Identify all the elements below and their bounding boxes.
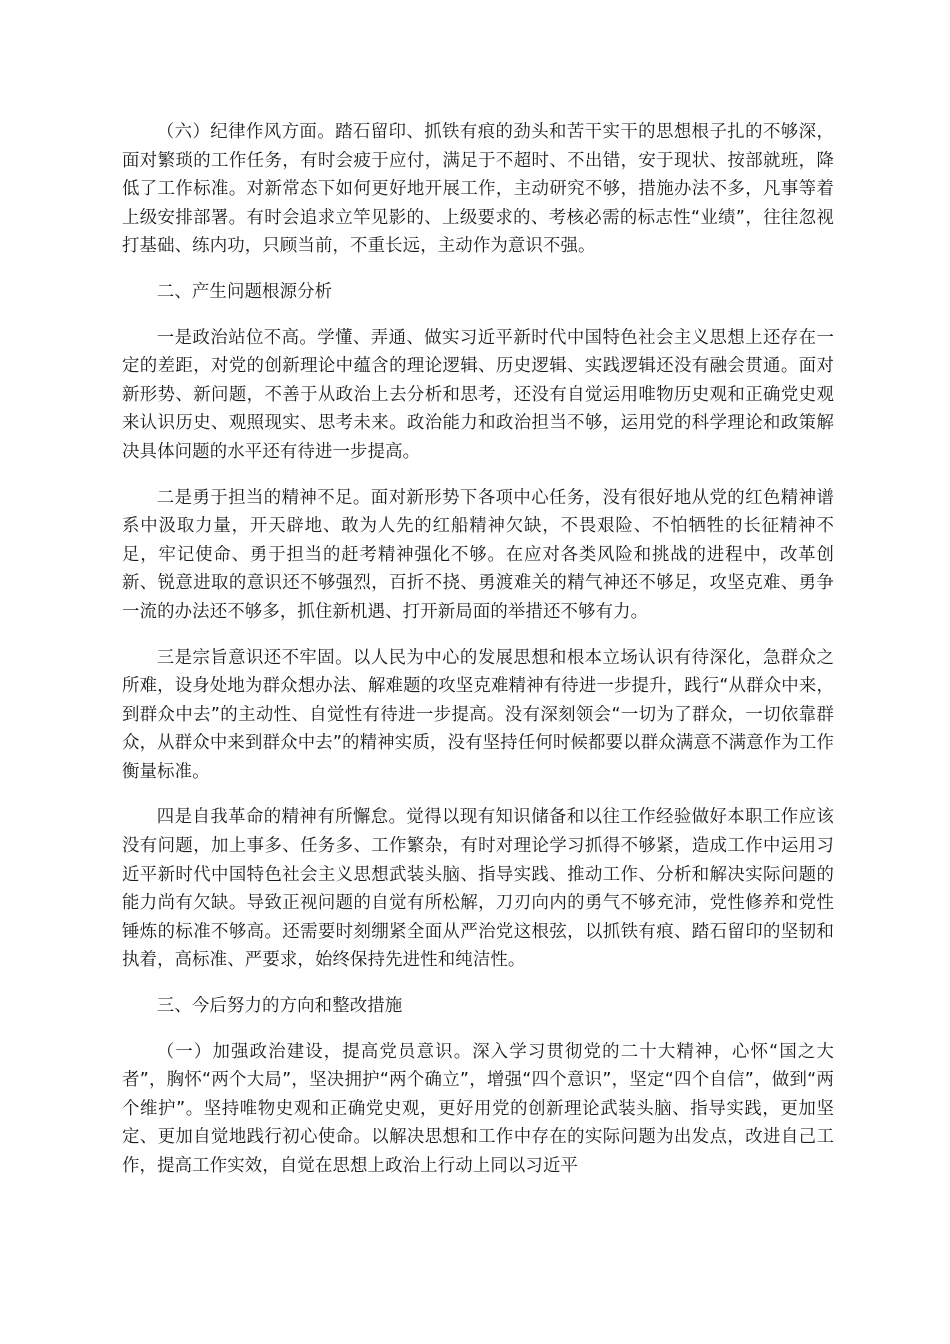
paragraph-self-revolution: 四是自我革命的精神有所懈怠。觉得以现有知识储备和以往工作经验做好本职工作应该没有问题，加上事多、任务多、工作繁杂，有时对理论学习抓得不够紧，造成工作中运用习近平新时代中国特色社会主义思想武装头脑、指导实践、推动工作、分析和解决实际问题的能力尚有欠缺。导致正视问题的自觉有所松解，刀刃向内的勇气不够充沛，党性修养和党性锤炼的标准不够高。还需要时刻绷紧全面从严治党这根弦，以抓铁有痕、踏石留印的坚韧和执着，高标准、严要求，始终保持先进性和纯洁性。: [122, 807, 834, 971]
paragraph-political-stance: 一是政治站位不高。学懂、弄通、做实习近平新时代中国特色社会主义思想上还存在一定的差距，对党的创新理论中蕴含的理论逻辑、历史逻辑、实践逻辑还没有融会贯通。面对新形势、新问题，不善于从政治上去分析和思考，还没有自觉运用唯物历史观和正确党史观来认识历史、观照现实、思考未来。政治能力和政治担当不够，运用党的科学理论和政策解决具体问题的水平还有待进一步提高。: [122, 327, 834, 462]
section-heading-root-cause: 二、产生问题根源分析: [156, 281, 333, 302]
paragraph-discipline-style: （六）纪律作风方面。踏石留印、抓铁有痕的劲头和苦干实干的思想根子扎的不够深，面对繁琐的工作任务，有时会疲于应付，满足于不超时、不出错，安于现状、按部就班，降低了工作标准。对新常态下如何更好地开展工作，主动研究不够，措施办法不多，凡事等着上级安排部署。有时会追求立竿见影的、上级要求的、考核必需的标志性“业绩”，往往忽视打基础、练内功，只顾当前，不重长远，主动作为意识不强。: [122, 122, 834, 257]
document-page: [122, 118, 834, 1198]
paragraph-responsibility-spirit: 二是勇于担当的精神不足。面对新形势下各项中心任务，没有很好地从党的红色精神谱系中汲取力量，开天辟地、敢为人先的红船精神欠缺，不畏艰险、不怕牺牲的长征精神不足，牢记使命、勇于担当的赶考精神强化不够。在应对各类风险和挑战的进程中，改革创新、锐意进取的意识还不够强烈，百折不挠、勇渡难关的精气神还不够足，攻坚克难、勇争一流的办法还不够多，抓住新机遇、打开新局面的举措还不够有力。: [122, 487, 834, 622]
paragraph-purpose-awareness: 三是宗旨意识还不牢固。以人民为中心的发展思想和根本立场认识有待深化，急群众之所难，设身处地为群众想办法、解难题的攻坚克难精神有待进一步提升，践行“从群众中来，到群众中去”的主动性、自觉性有待进一步提高。没有深刻领会“一切为了群众，一切依靠群众，从群众中来到群众中去”的精神实质，没有坚持任何时候都要以群众满意不满意作为工作衡量标准。: [122, 647, 834, 782]
section-heading-rectification: 三、今后努力的方向和整改措施: [156, 996, 403, 1017]
paragraph-political-construction: （一）加强政治建设，提高党员意识。深入学习贯彻党的二十大精神，心怀“国之大者”，胸怀“两个大局”，坚决拥护“两个确立”，增强“四个意识”，坚定“四个自信”，做到“两个维护”。坚持唯物史观和正确党史观，更好用党的创新理论武装头脑、指导实践，更加坚定、更加自觉地践行初心使命。以解决思想和工作中存在的实际问题为出发点，改进自己工作，提高工作实效，自觉在思想上政治上行动上同以习近平: [122, 1041, 834, 1176]
